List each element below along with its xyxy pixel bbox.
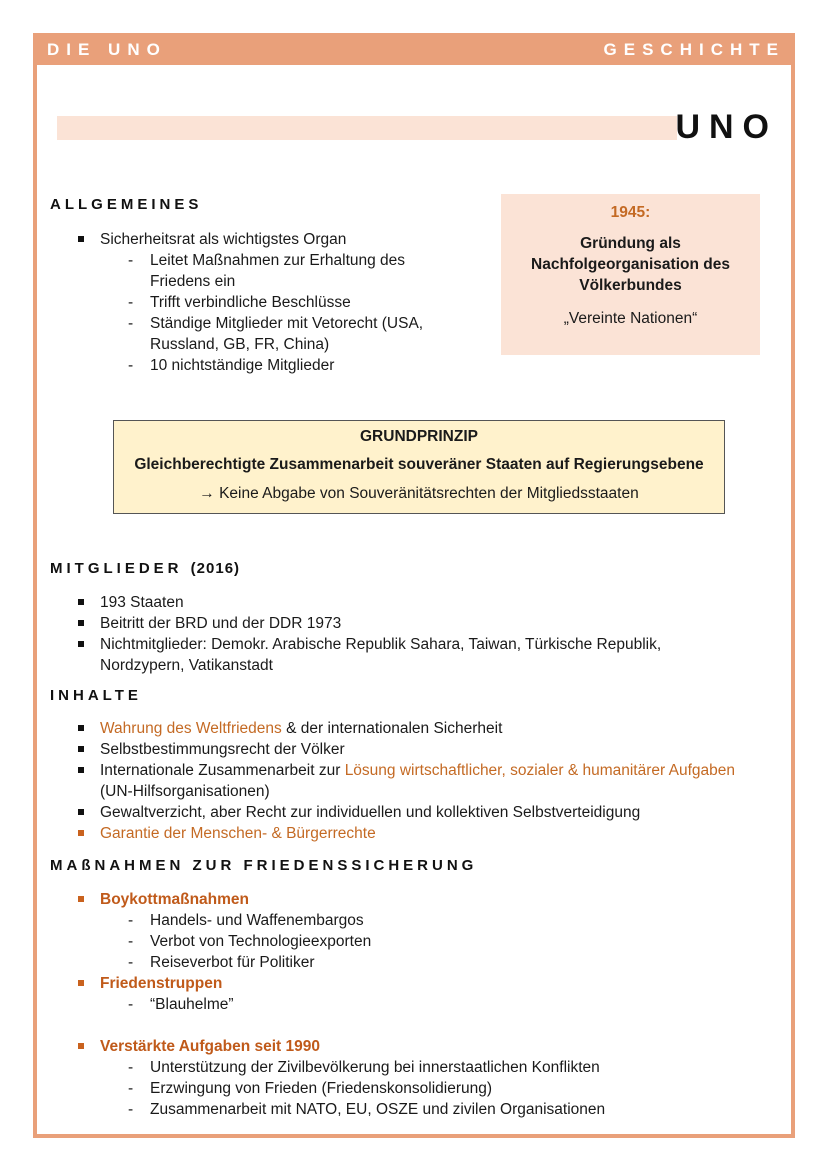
founding-box (501, 194, 760, 355)
sub-item: - Zusammenarbeit mit NATO, EU, OSZE und zivilen Organisationen (128, 1099, 718, 1120)
heading-mitglieder: MITGLIEDER (2016) (50, 560, 241, 577)
list-item: Beitritt der BRD und der DDR 1973 (78, 613, 718, 634)
list-item: Verstärkte Aufgaben seit 1990 - Unterstützung der Zivilbevölkerung bei innerstaatlichen Konflikten - Erzwingung von Frieden (Friedenskonsolidierung) - Zusammenarbeit mit NATO, EU, OSZE und zivilen Organisationen (78, 1036, 718, 1120)
founding-year: 1945: (610, 204, 651, 221)
sub-item: - Ständige Mitglieder mit Vetorecht (USA, Russland, GB, FR, China) (128, 313, 458, 355)
grundprinzip-box (113, 420, 725, 514)
header-right: GESCHICHTE (603, 40, 785, 59)
sub-item: - Handels- und Waffenembargos (128, 910, 718, 931)
header-left: DIE UNO (47, 40, 167, 59)
title-accent-bar (57, 116, 677, 140)
allgemeines-list (78, 229, 458, 376)
list-item: Wahrung des Weltfriedens & der internationalen Sicherheit (78, 718, 738, 739)
page-title: UNO (675, 108, 778, 146)
grundprinzip-line1: Gleichberechtigte Zusammenarbeit souveräner Staaten auf Regierungsebene (134, 456, 704, 473)
sublist (100, 250, 458, 376)
list-item: Boykottmaßnahmen - Handels- und Waffenembargos - Verbot von Technologieexporten - Reiseverbot für Politiker (78, 889, 718, 973)
sub-item: - “Blauhelme” (128, 994, 718, 1015)
mitglieder-list (78, 592, 718, 676)
list-item: Nichtmitglieder: Demokr. Arabische Republik Sahara, Taiwan, Türkische Republik, Nordzypern, Vatikanstadt (78, 634, 718, 676)
sublist (100, 994, 718, 1015)
founding-quote: „Vereinte Nationen“ (563, 310, 698, 327)
heading-allgemeines: ALLGEMEINES (50, 196, 203, 213)
sub-item: - Erzwingung von Frieden (Friedenskonsolidierung) (128, 1078, 718, 1099)
sub-item: - Verbot von Technologieexporten (128, 931, 718, 952)
list-item: Friedenstruppen - “Blauhelme” (78, 973, 718, 1015)
massnahmen-list (78, 889, 718, 1120)
founding-text: Gründung als Nachfolgeorganisation des Völkerbundes (531, 235, 730, 294)
heading-massnahmen: MAßNAHMEN ZUR FRIEDENSSICHERUNG (50, 857, 478, 874)
sub-item: - Leitet Maßnahmen zur Erhaltung des Friedens ein (128, 250, 458, 292)
inhalte-list (78, 718, 738, 844)
sublist (100, 1057, 718, 1120)
list-item: 193 Staaten (78, 592, 718, 613)
list-item: Internationale Zusammenarbeit zur Lösung wirtschaftlicher, sozialer & humanitärer Aufgaben (UN-Hilfsorganisationen) (78, 760, 738, 802)
heading-inhalte: INHALTE (50, 687, 142, 704)
sub-item: - Unterstützung der Zivilbevölkerung bei innerstaatlichen Konflikten (128, 1057, 718, 1078)
list-item: Garantie der Menschen- & Bürgerrechte (78, 823, 738, 844)
list-item: Selbstbestimmungsrecht der Völker (78, 739, 738, 760)
grundprinzip-title: GRUNDPRINZIP (360, 428, 478, 445)
list-item: Gewaltverzicht, aber Recht zur individuellen und kollektiven Selbstverteidigung (78, 802, 738, 823)
sub-item: - 10 nichtständige Mitglieder (128, 355, 458, 376)
list-item: Sicherheitsrat als wichtigstes Organ - Leitet Maßnahmen zur Erhaltung des Friedens ein - Trifft verbindliche Beschlüsse - Ständige Mitglieder mit Vetorecht (USA, Russland, GB, FR, China) - 10 nichtständige Mitglieder (78, 229, 458, 376)
sub-item: - Reiseverbot für Politiker (128, 952, 718, 973)
sub-item: - Trifft verbindliche Beschlüsse (128, 292, 458, 313)
sublist (100, 910, 718, 973)
grundprinzip-line2: → Keine Abgabe von Souveränitätsrechten der Mitgliedsstaaten (199, 485, 639, 502)
header-bar (33, 33, 795, 65)
